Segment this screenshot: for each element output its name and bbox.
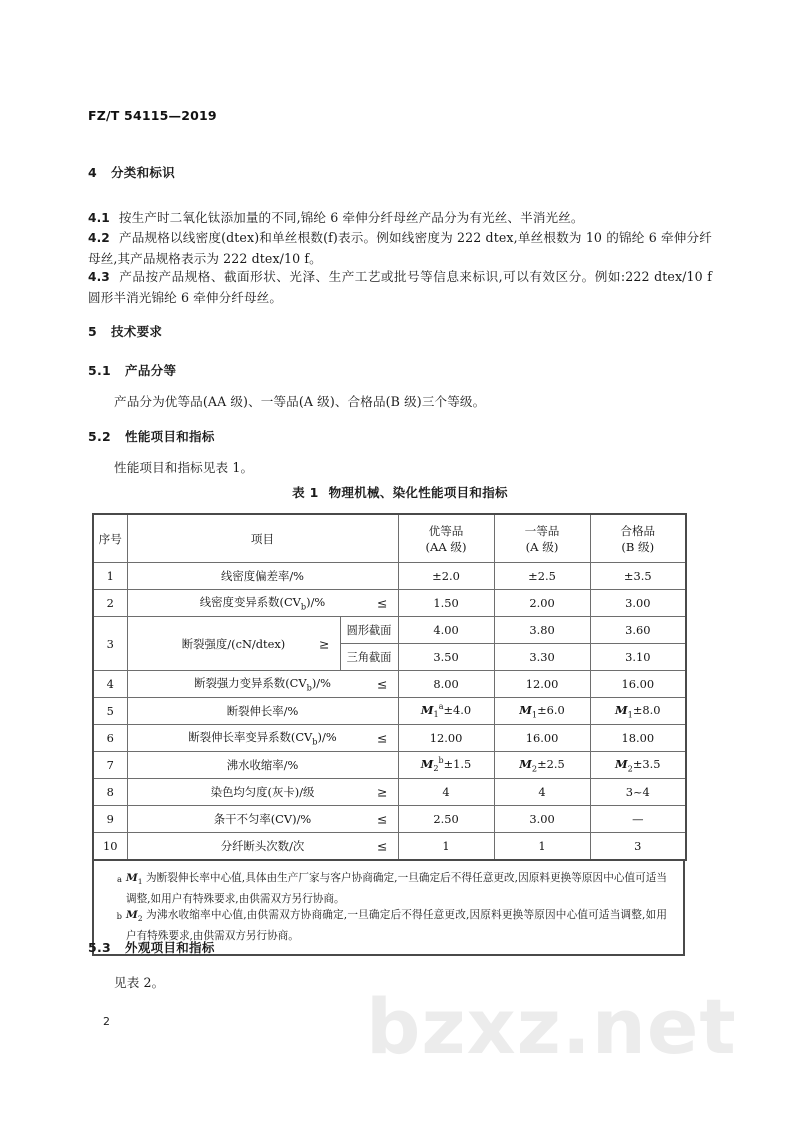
row-item [127,779,398,806]
section-5-3-number: 5.3 [88,940,112,955]
row-symbol: ≤ [377,676,388,692]
table-row [93,698,686,725]
running-head: FZ/T 54115—2019 [88,108,217,123]
table-row [93,833,686,861]
row-symbol: ≥ [377,784,388,800]
paragraph-5-2-body: 性能项目和指标见表 1。 [114,460,254,475]
section-5-2-number: 5.2 [88,429,112,444]
row-seq: 1 [93,563,127,590]
header-grade-aa-line2: (AA 级) [425,539,467,554]
row-value-b: ±3.5 [590,563,686,590]
row-seq: 6 [93,725,127,752]
row-value-b: 3~4 [590,779,686,806]
table-header-row [93,514,686,563]
table-row [93,671,686,698]
row-symbol: ≤ [377,811,388,827]
row-value-a: $M_1\pm 6.0$ [494,698,590,725]
row-value-a: 3.00 [494,806,590,833]
header-grade-aa-line1: 优等品 [428,523,464,538]
row-item [127,617,340,671]
page-number: 2 [103,1015,110,1028]
row-value-aa: 8.00 [398,671,494,698]
row-seq: 7 [93,752,127,779]
row-value-b: 18.00 [590,725,686,752]
footnote-a [110,870,667,907]
row-value-aa: 1.50 [398,590,494,617]
row-item-label: 断裂伸长率变异系数$(CV_b)/\%$ [188,730,337,747]
header-grade-a-line2: (A 级) [525,539,559,554]
row-value-aa: 3.50 [398,644,494,671]
row-value-aa: 4 [398,779,494,806]
section-4-title: 分类和标识 [111,165,176,180]
header-grade-a [494,514,590,563]
footnote-a-text: $M_1$ 为断裂伸长率中心值,具体由生产厂家与客户协商确定,一旦确定后不得任意更改,因原料更换等原因中心值可适当调整,如用户有特殊要求,由供需双方另行协商。 [126,872,667,905]
table-1-wrapper [92,513,685,956]
heading-section-5-1 [88,361,712,379]
row-item-label: 分纤断头次数/次 [220,839,305,853]
header-grade-b-line2: (B 级) [621,539,655,554]
row-subitem-shape: 圆形截面 [340,617,398,644]
paragraph-4-1-number: 4.1 [88,211,110,225]
paragraph-4-3-number: 4.3 [88,270,110,284]
row-value-a: 1 [494,833,590,861]
row-item-label: 条干不匀率(CV)/% [213,812,312,826]
heading-section-5-3 [88,938,712,956]
table-row [93,725,686,752]
footnote-b-mark: b [116,911,122,922]
row-value-a: 12.00 [494,671,590,698]
table-row [93,752,686,779]
table-1-caption [0,483,800,501]
heading-section-4 [88,163,712,181]
row-subitem-shape: 三角截面 [340,644,398,671]
section-5-number: 5 [88,324,97,339]
row-item [127,563,398,590]
row-item [127,806,398,833]
row-value-aa: 4.00 [398,617,494,644]
row-item [127,725,398,752]
row-seq: 5 [93,698,127,725]
row-seq: 8 [93,779,127,806]
table-row [93,617,686,644]
row-seq: 4 [93,671,127,698]
row-value-a: $M_2\pm 2.5$ [494,752,590,779]
row-item [127,590,398,617]
row-symbol: ≥ [319,636,330,651]
row-value-b: 3.10 [590,644,686,671]
table-row [93,590,686,617]
row-value-aa: 2.50 [398,806,494,833]
heading-section-5-2 [88,427,712,445]
section-5-1-number: 5.1 [88,363,112,378]
header-grade-b [590,514,686,563]
row-item-label: 沸水收缩率/% [226,758,299,772]
row-value-aa: $M_2^b\pm 1.5$ [398,752,494,779]
footnote-b-text: $M_2$ 为沸水收缩率中心值,由供需双方协商确定,一旦确定后不得任意更改,因原料更换等原因中心值可适当调整,如用户有特殊要求,由供需双方另行协商。 [126,909,667,942]
row-value-a: 3.80 [494,617,590,644]
row-value-aa: 12.00 [398,725,494,752]
row-item-label: 线密度偏差率/% [221,569,305,583]
row-symbol: ≤ [377,838,388,854]
row-value-a: 2.00 [494,590,590,617]
table-1-body [93,563,686,861]
row-value-b: 3.60 [590,617,686,644]
header-grade-a-line1: 一等品 [524,523,560,538]
row-item [127,671,398,698]
paragraph-4-2-text: 产品规格以线密度(dtex)和单丝根数(f)表示。例如线密度为 222 dtex,单丝根数为 10 的锦纶 6 牵伸分纤母丝,其产品规格表示为 222 dtex/10 f。 [88,230,712,266]
table-1 [92,513,687,861]
footnote-a-mark: a [117,874,122,884]
header-grade-b-line1: 合格品 [620,523,656,538]
row-seq: 9 [93,806,127,833]
row-value-a: ±2.5 [494,563,590,590]
row-item-label: 断裂强度/(cN/dtex) [181,636,286,651]
row-item-label: 断裂强力变异系数$(CV_b)/\%$ [194,676,331,693]
header-seq: 序号 [93,514,127,563]
row-seq: 10 [93,833,127,861]
table-1-header [93,514,686,563]
row-value-b: $M_1\pm 8.0$ [590,698,686,725]
heading-section-5 [88,322,712,340]
row-value-b: 3.00 [590,590,686,617]
row-value-b: 16.00 [590,671,686,698]
row-value-b: — [590,806,686,833]
table-row [93,806,686,833]
row-value-aa: ±2.0 [398,563,494,590]
table-1-caption-number: 表 1 [292,485,319,500]
row-item [127,833,398,861]
paragraph-4-2-number: 4.2 [88,231,110,245]
watermark: bzxz.net [366,982,737,1071]
row-seq: 2 [93,590,127,617]
row-value-b: 3 [590,833,686,861]
row-value-a: 16.00 [494,725,590,752]
row-item-label: 染色均匀度(灰卡)/级 [210,785,315,799]
paragraph-4-3-text: 产品按产品规格、截面形状、光泽、生产工艺或批号等信息来标识,可以有效区分。例如:222 dtex/10 f 圆形半消光锦纶 6 牵伸分纤母丝。 [88,269,712,305]
paragraph-5-1-body: 产品分为优等品(AA 级)、一等品(A 级)、合格品(B 级)三个等级。 [114,394,486,409]
paragraph-4-3 [88,267,712,307]
row-item-label: 断裂伸长率/% [226,704,299,718]
row-value-aa: 1 [398,833,494,861]
row-symbol: ≤ [377,730,388,746]
section-5-2-title: 性能项目和指标 [125,429,215,444]
row-item-label: 线密度变异系数$(CV_b)/\%$ [199,595,326,612]
row-seq: 3 [93,617,127,671]
row-item [127,698,398,725]
header-item: 项目 [127,514,398,563]
row-symbol: ≤ [377,595,388,611]
row-value-aa: $M_1^a\pm 4.0$ [398,698,494,725]
table-1-caption-title: 物理机械、染化性能项目和指标 [328,485,508,500]
section-5-3-title: 外观项目和指标 [125,940,215,955]
section-5-title: 技术要求 [111,324,163,339]
table-row [93,779,686,806]
paragraph-5-3-body: 见表 2。 [114,975,165,990]
table-row [93,563,686,590]
row-value-b: $M_2\pm 3.5$ [590,752,686,779]
paragraph-4-1-text: 按生产时二氧化钛添加量的不同,锦纶 6 牵伸分纤母丝产品分为有光丝、半消光丝。 [118,210,584,225]
header-grade-aa [398,514,494,563]
row-item [127,752,398,779]
paragraph-4-1 [88,208,712,229]
row-value-a: 4 [494,779,590,806]
section-5-1-title: 产品分等 [125,363,177,378]
row-value-a: 3.30 [494,644,590,671]
section-4-number: 4 [88,165,97,180]
paragraph-4-2 [88,228,712,268]
